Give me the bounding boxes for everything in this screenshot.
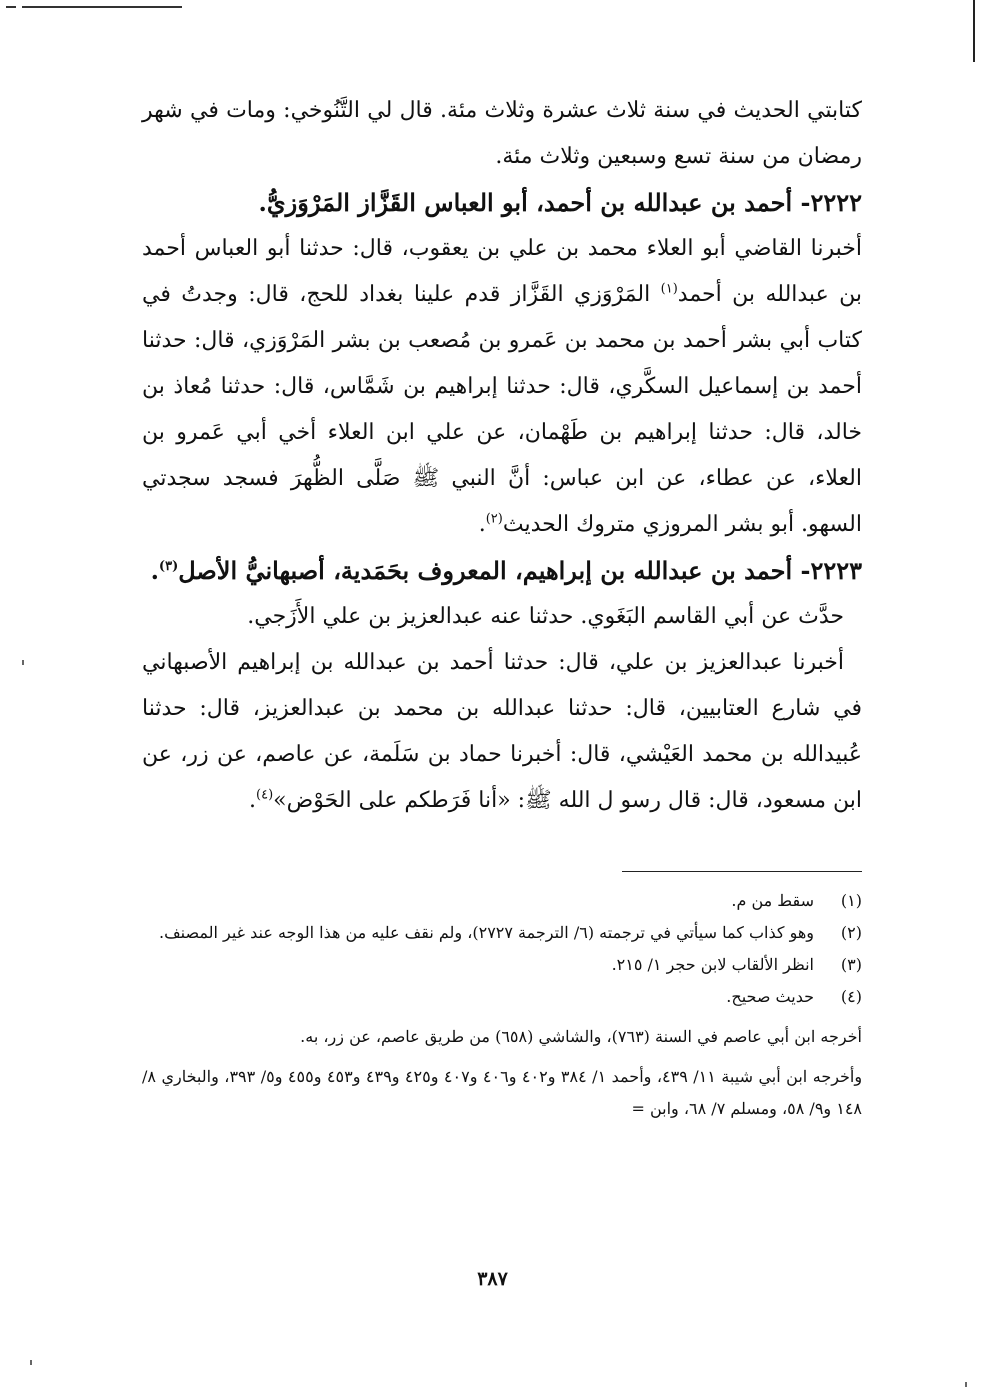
paragraph-continuation: كتابتي الحديث في سنة ثلاث عشرة وثلاث مئة. قال لي التَّنُوخي: ومات في شهر رمضان من سنة تسع وسبعين وثلاث مئة. — [142, 98, 862, 169]
footnote-ref-1[interactable]: (١) — [660, 281, 678, 297]
scan-speck — [965, 1382, 967, 1387]
top-left-dash — [6, 6, 16, 8]
footnote-3-text: انظر الألقاب لابن حجر ١/ ٢١٥. — [611, 955, 814, 974]
entry-2222-end: . — [478, 512, 486, 537]
footnote-2 — [142, 917, 862, 949]
footnote-4 — [142, 981, 862, 1013]
entry-2223-text: أخبرنا عبدالعزيز بن علي، قال: حدثنا أحمد بن عبدالله بن إبراهيم الأصبهاني في شارع العتابيين، قال: حدثنا عبدالله بن محمد بن عبدالعزيز، قال: حدثنا عُبيدالله بن محمد العَيْشي، قال: أخبرنا حماد بن سَلَمة، عن عاصم، عن زر، عن ابن مسعود، قال: قال رسو ل الله ﷺ: «أنا فَرَطكم على الحَوْض» — [142, 650, 862, 813]
footnote-ref-4[interactable]: (٤) — [256, 787, 274, 803]
entry-2222-body — [142, 226, 862, 548]
right-edge-mark — [973, 0, 975, 62]
footnote-1-text: سقط من م. — [731, 891, 814, 910]
entry-2222-text-a: أخبرنا القاضي أبو العلاء محمد بن علي بن يعقوب، قال: حدثنا أبو العباس أحمد بن عبدالله بن أحمد — [142, 236, 863, 307]
entry-2223-body — [142, 640, 862, 824]
footnote-3-number: (٣) — [840, 955, 862, 974]
scan-speck — [22, 660, 24, 665]
footnote-2-number: (٢) — [840, 923, 862, 942]
page-number: ٣٨٧ — [477, 1268, 508, 1290]
entry-title-2222: أحمد بن عبدالله بن أحمد، أبو العباس القَزَّاز المَرْوَزيُّ. — [258, 188, 793, 217]
footnote-ref-3[interactable]: (٣) — [158, 559, 179, 574]
footnote-4-text: حديث صحيح. — [726, 987, 814, 1006]
entry-title-2223: أحمد بن عبدالله بن إبراهيم، المعروف بحَمَدية، أصبهانيُّ الأصل — [178, 556, 793, 585]
footnote-4-continuation-2: وأخرجه ابن أبي شيبة ١١/ ٤٣٩، وأحمد ١/ ٣٨٤ و٤٠٢ و٤٠٦ و٤٠٧ و٤٢٥ و٤٣٩ و٤٥٣ و٤٥٥ و٥/ ٣٩٣، والبخاري ٨/ ١٤٨ و٩/ ٥٨، ومسلم ٧/ ٦٨، وابن = — [142, 1067, 863, 1118]
entry-2223-title-end: . — [150, 556, 159, 585]
footnote-2-text: وهو كذاب كما سيأتي في ترجمته (٦/ الترجمة ٢٧٢٧)، ولم نقف عليه من هذا الوجه عند غير المصنف. — [159, 923, 814, 942]
footnote-1 — [142, 885, 862, 917]
footnote-4-continuation-1: أخرجه ابن أبي عاصم في السنة (٧٦٣)، والشاشي (٦٥٨) من طريق عاصم، عن زر، به. — [300, 1027, 862, 1046]
entry-heading-2222 — [142, 180, 862, 226]
entry-heading-2223 — [142, 548, 862, 594]
footnote-4-number: (٤) — [840, 987, 862, 1006]
footnote-1-number: (١) — [840, 891, 862, 910]
top-left-rule — [22, 6, 182, 8]
footnote-ref-2[interactable]: (٢) — [485, 511, 503, 527]
scan-speck — [30, 1360, 32, 1365]
main-text — [142, 88, 862, 824]
entry-2223-end: . — [249, 788, 257, 813]
footnotes — [142, 885, 862, 1125]
footnote-3 — [142, 949, 862, 981]
entry-number-2222: ٢٢٢٢- — [800, 188, 862, 217]
entry-2222-text-b: المَرْوَزي القَزَّاز قدم علينا بغداد للحج، قال: وجدتُ في كتاب أبي بشر أحمد بن محمد بن عَمرو بن مُصعب بن بشر المَرْوَزي، قال: حدثنا أحمد بن إسماعيل السكَّري، قال: حدثنا إبراهيم بن شَمَّاس، قال: حدثنا مُعاذ بن خالد، قال: حدثنا إبراهيم بن طَهْمان، عن علي ابن العلاء أخي أبي عَمرو بن العلاء، عن عطاء، عن ابن عباس: أنَّ النبي ﷺ صَلَّى الظُّهرَ فسجد سجدتي السهو. أبو بشر المروزي متروك الحديث — [142, 282, 862, 537]
entry-2223-narration: حدَّث عن أبي القاسم البَغَوي. حدثنا عنه عبدالعزيز بن علي الأَزَجي. — [247, 604, 844, 629]
entry-number-2223: ٢٢٢٣- — [800, 556, 862, 585]
footnote-separator — [622, 871, 862, 872]
